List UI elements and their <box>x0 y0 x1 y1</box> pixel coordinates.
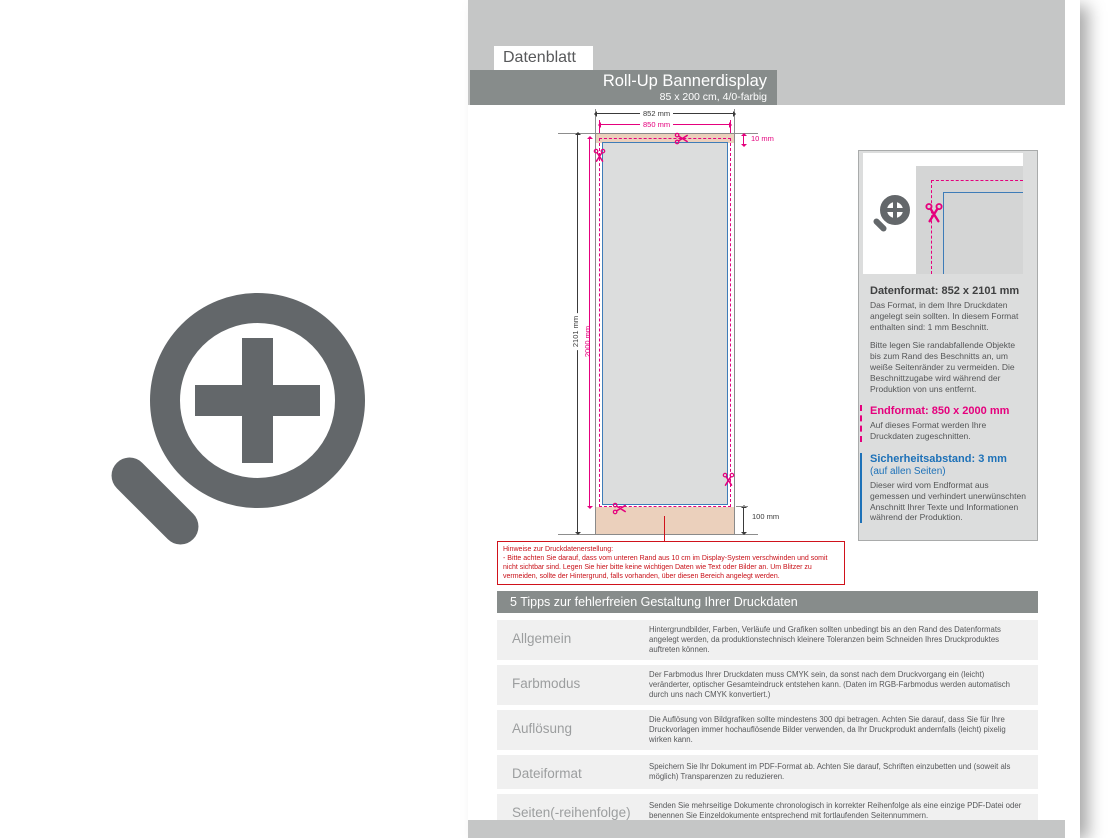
tip-row-dateiformat <box>497 755 1038 789</box>
tip-text: Der Farbmodus Ihrer Druckdaten muss CMYK sein, da sonst nach dem Druckvorgang ein (leicht) veränderter, optischer Gesamteindruck entstehen kann. (Daten im RGB-Farbmodus werden automatisch durch uns nach CMYK konvertiert.) <box>649 670 1010 699</box>
tip-text: Speichern Sie Ihr Dokument im PDF-Format ab. Achten Sie darauf, Schriften einzubetten und (soweit als möglich) Transparenzen zu reduzieren. <box>649 762 1011 781</box>
sicherheitsabstand-title: Sicherheitsabstand: 3 mm <box>870 452 1007 465</box>
zoom-plus-icon <box>871 195 915 239</box>
banner-artboard <box>595 133 735 535</box>
tip-label: Dateiformat <box>512 766 582 781</box>
tip-text: Hintergrundbilder, Farben, Verläufe und Grafiken sollten unbedingt bis an den Rand des Datenformats angelegt werden, da produktionstechnisch kleinere Toleranzen beim Schneiden Ihres Druckproduktes auftreten können. <box>649 625 1001 654</box>
note-connector-line <box>664 516 665 542</box>
tip-text: Die Auflösung von Bildgrafiken sollte mindestens 300 dpi betragen. Achten Sie darauf, dass Sie für Ihre Druckvorlagen immer hochauflösende Bilder verwenden, da Ihr Druckprodukt andernfalls (leicht) pixelig wirken kann. <box>649 715 1006 744</box>
endformat-title: Endformat: 850 x 2000 mm <box>870 405 1010 418</box>
section-datenformat <box>870 285 1026 394</box>
tip-text: Senden Sie mehrseitige Dokumente chronologisch in korrekter Reihenfolge als eine einzige PDF-Datei oder benennen Sie Einzeldokumente entsprechend mit fortlaufenden Seitennummern. <box>649 801 1022 820</box>
zoom-plus-icon <box>95 293 375 563</box>
section-sicherheitsabstand <box>860 453 1026 523</box>
note-body: - Bitte achten Sie darauf, dass vom unteren Rand aus 10 cm im Display-System verschwinden und somit nicht sichtbar sind. Legen Sie hier bitte keine wichtigen Daten wie Text oder Bilder an. Um Blitzer zu vermeiden, sollte der Hintergrund, falls vorhanden, über diesen Bereich angelegt werden. <box>503 555 828 580</box>
endformat-paragraph: Auf dieses Format werden Ihre Druckdaten zugeschnitten. <box>870 420 987 442</box>
tip-row-aufloesung <box>497 710 1038 750</box>
tip-label: Farbmodus <box>512 676 581 691</box>
scissors-icon <box>923 202 945 224</box>
dimension-width-inner-label: 850 mm <box>640 120 673 129</box>
dimension-bottom-offset-label: 100 mm <box>752 512 780 521</box>
page-subtitle: 85 x 200 cm, 4/0-farbig <box>659 91 767 103</box>
dimension-height-inner-label: 2000 mm <box>583 325 593 358</box>
tips-header: 5 Tipps zur fehlerfreien Gestaltung Ihrer Druckdaten <box>497 591 1038 613</box>
sicherheitsabstand-subtitle: (auf allen Seiten) <box>870 465 946 477</box>
format-info-panel <box>858 150 1038 541</box>
product-title-bar <box>470 70 777 105</box>
dimension-width-outer-label: 852 mm <box>640 109 673 118</box>
tip-label: Auflösung <box>512 721 573 736</box>
datenformat-paragraph-1: Das Format, in dem Ihre Druckdaten angelegt sein sollten. In diesem Format enthalten sind: 1 mm Beschnitt. <box>870 300 1019 332</box>
sicherheitsabstand-paragraph: Dieser wird vom Endformat aus gemessen und verhindert unerwünschten Anschnitt Ihrer Texte und Informationen während der Produktion. <box>870 479 1026 523</box>
dimension-top-offset <box>740 134 747 146</box>
plus-icon-vertical <box>893 202 897 218</box>
tip-label: Seiten(-reihenfolge) <box>512 805 631 820</box>
datenformat-paragraph-2: Bitte legen Sie randabfallende Objekte bis zum Rand des Beschnitts an, um weiße Seitenränder zu vermeiden. Die Beschnittzugabe wird während der Produktion von uns entfernt. <box>870 340 1016 394</box>
print-data-note <box>497 541 845 585</box>
page-title: Roll-Up Bannerdisplay <box>602 72 767 90</box>
corner-detail-illustration <box>863 153 1023 274</box>
page-bottom-band <box>468 820 1065 838</box>
illustration-safe-line <box>943 192 1023 274</box>
dimension-bottom-offset <box>740 506 747 534</box>
scissors-icon <box>721 472 736 487</box>
dimension-line <box>743 506 744 534</box>
bracket-line-top <box>736 506 748 507</box>
plus-icon-vertical <box>242 338 273 463</box>
scissors-icon <box>674 131 689 146</box>
safe-area <box>602 142 728 505</box>
tip-row-farbmodus <box>497 665 1038 705</box>
dimension-top-offset-label: 10 mm <box>751 134 774 143</box>
datasheet-page <box>468 0 1080 838</box>
tab-datenblatt: Datenblatt <box>494 46 593 70</box>
tips-table <box>497 620 1038 833</box>
dimension-line <box>743 134 744 146</box>
tip-row-allgemein <box>497 620 1038 660</box>
tip-label: Allgemein <box>512 631 572 646</box>
format-info-text <box>859 281 1037 534</box>
illustration-bleed-corner <box>916 166 1023 274</box>
note-title: Hinweise zur Druckdatenerstellung: <box>503 546 614 553</box>
datenformat-title: Datenformat: 852 x 2101 mm <box>870 285 1020 297</box>
scissors-icon <box>612 501 627 516</box>
scissors-icon <box>592 148 607 163</box>
dimension-height-outer-label: 2101 mm <box>571 313 580 350</box>
section-endformat <box>860 405 1026 442</box>
